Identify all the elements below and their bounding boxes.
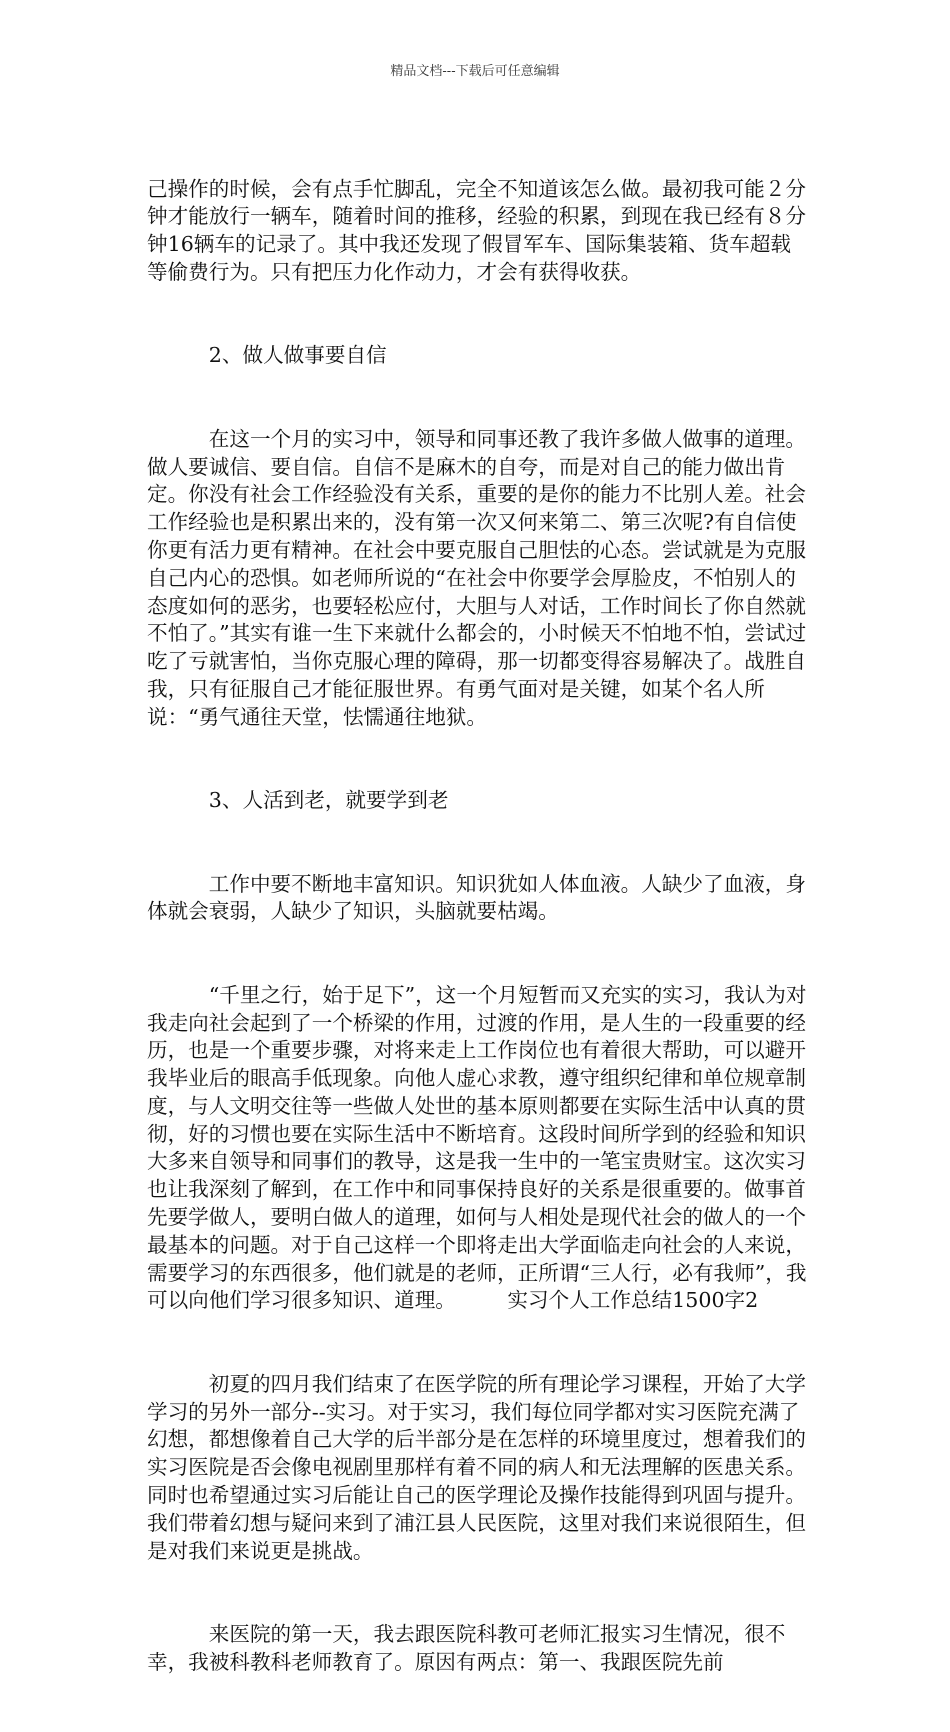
section-heading: 3、人活到老，就要学到老: [147, 788, 449, 813]
section-heading: 2、做人做事要自信: [147, 343, 387, 368]
document-body: [147, 120, 807, 1732]
paragraph: 初夏的四月我们结束了在医学院的所有理论学习课程，开始了大学学习的另外一部分--实习。对于实习，我们每位同学都对实习医院充满了幻想，都想像着自己大学的后半部分是在怎样的环境里度过，想着我们的实习医院是否会像电视剧里那样有着不同的病人和无法理解的医患关系。同时也希望通过实习后能让自己的医学理论及操作技能得到巩固与提升。我们带着幻想与疑问来到了浦江县人民医院，这里对我们来说很陌生，但是对我们来说更是挑战。: [147, 1371, 806, 1563]
paragraph: 己操作的时候，会有点手忙脚乱，完全不知道该怎么做。最初我可能２分钟才能放行一辆车，随着时间的推移，经验的积累，到现在我已经有８分钟16辆车的记录了。其中我还发现了假冒军车、国际集装箱、货车超载等偷费行为。只有把压力化作动力，才会有获得收获。: [147, 176, 806, 284]
paragraph: 来医院的第一天，我去跟医院科教可老师汇报实习生情况，很不幸，我被科教科老师教育了。原因有两点：第一、我跟医院先前: [147, 1622, 786, 1674]
page-header: 精品文档---下载后可任意编辑: [390, 64, 560, 79]
paragraph: “千里之行，始于足下”，这一个月短暂而又充实的实习，我认为对我走向社会起到了一个桥梁的作用，过渡的作用，是人生的一段重要的经历，也是一个重要步骤，对将来走上工作岗位也有着很大帮助，可以避开我毕业后的眼高手低现象。向他人虚心求教，遵守组织纪律和单位规章制度，与人文明交往等一些做人处世的基本原则都要在实际生活中认真的贯彻，好的习惯也要在实际生活中不断培育。这段时间所学到的经验和知识大多来自领导和同事们的教导，这是我一生中的一笔宝贵财宝。这次实习也让我深刻了解到，在工作中和同事保持良好的关系是很重要的。做事首先要学做人，要明白做人的道理，如何与人相处是现代社会的做人的一个最基本的问题。对于自己这样一个即将走出大学面临走向社会的人来说，需要学习的东西很多，他们就是的老师，正所谓“三人行，必有我师”，我可以向他们学习很多知识、道理。 实习个人工作总结1500字2: [147, 982, 807, 1313]
paragraph: 在这一个月的实习中，领导和同事还教了我许多做人做事的道理。做人要诚信、要自信。自信不是麻木的自夸，而是对自己的能力做出肯定。你没有社会工作经验没有关系，重要的是你的能力不比别人差。社会工作经验也是积累出来的，没有第一次又何来第二、第三次呢?有自信使你更有活力更有精神。在社会中要克服自己胆怯的心态。尝试就是为克服自己内心的恐惧。如老师所说的“在社会中你要学会厚脸皮，不怕别人的态度如何的恶劣，也要轻松应付，大胆与人对话，工作时间长了你自然就不怕了。”其实有谁一生下来就什么都会的，小时候天不怕地不怕，尝试过吃了亏就害怕，当你克服心理的障碍，那一切都变得容易解决了。战胜自我，只有征服自己才能征服世界。有勇气面对是关键，如某个名人所说：“勇气通往天堂，怯懦通往地狱。: [147, 426, 807, 729]
paragraph: 工作中要不断地丰富知识。知识犹如人体血液。人缺少了血液，身体就会衰弱，人缺少了知识，头脑就要枯竭。: [147, 871, 806, 924]
